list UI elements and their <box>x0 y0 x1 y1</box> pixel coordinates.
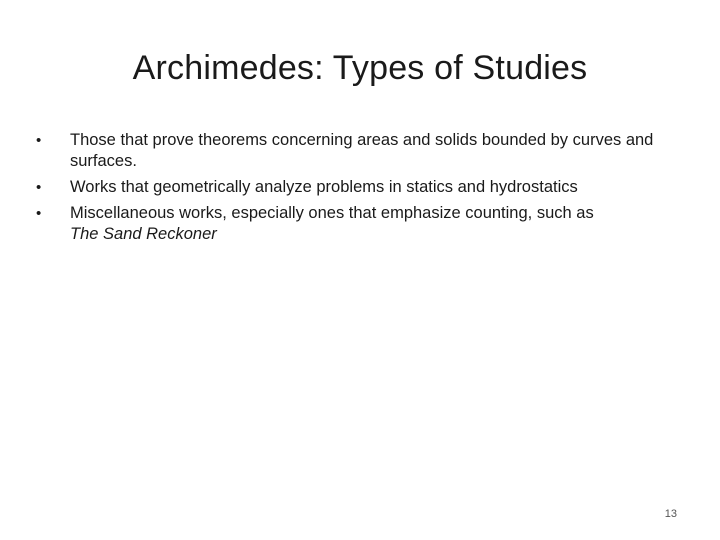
bullet-item <box>36 130 696 172</box>
slide-title: Archimedes: Types of Studies <box>132 49 588 87</box>
page-number: 13 <box>664 508 677 520</box>
bullet-marker: • <box>36 179 42 196</box>
bullet-marker: • <box>36 205 42 222</box>
bullet-text: Miscellaneous works, especially ones that emphasize counting, such as <box>70 204 594 222</box>
bullet-item <box>36 203 696 245</box>
bullet-text: Works that geometrically analyze problems in statics and hydrostatics <box>70 178 578 196</box>
bullet-italic-title: The Sand Reckoner <box>70 225 217 243</box>
bullet-text: Those that prove theorems concerning areas and solids bounded by curves and surfaces. <box>70 131 654 170</box>
bullet-item <box>36 177 696 198</box>
bullet-list <box>36 130 696 250</box>
bullet-marker: • <box>36 132 42 149</box>
